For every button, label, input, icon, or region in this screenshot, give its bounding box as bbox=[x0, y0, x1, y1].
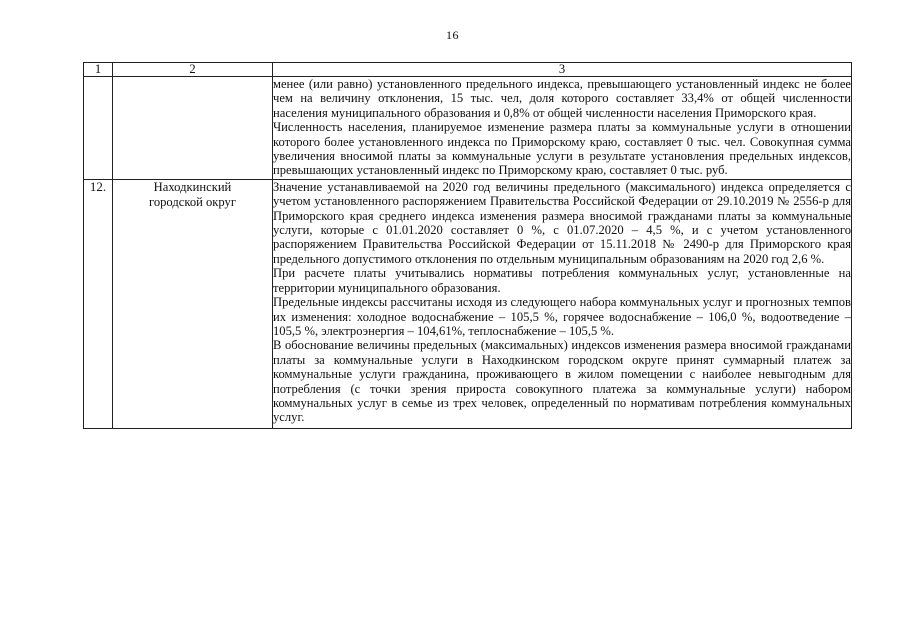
table-row bbox=[84, 179, 852, 428]
row-number-cell bbox=[84, 77, 113, 180]
table-row bbox=[84, 77, 852, 180]
municipality-name-line: городской округ bbox=[148, 194, 237, 209]
data-table bbox=[83, 62, 852, 429]
description-paragraph: Численность населения, планируемое изменение размера платы за коммунальные услуги в отношении которого более установленного индекса по Приморскому краю, составляет 0 тыс. чел. Совокупная сумма увеличения вносимой платы за коммунальные услуги в результате установления предельных индексов, превышающих установленный индекс по Приморскому краю, составляет 0 тыс. руб. bbox=[273, 120, 851, 178]
description-cell bbox=[273, 77, 852, 180]
municipality-name-cell bbox=[113, 77, 273, 180]
column-header-1: 1 bbox=[84, 63, 113, 77]
municipality-name-cell bbox=[113, 179, 273, 428]
row-number-cell: 12. bbox=[84, 179, 113, 428]
description-paragraph: Значение устанавливаемой на 2020 год величины предельного (максимального) индекса определяется с учетом установленного распоряжением Правительства Российской Федерации от 29.10.2019 № 2556-р для Приморского края среднего индекса изменения размера вносимой гражданами платы за коммунальные услуги, которые с 01.01.2020 составляет 0 %, с 01.07.2020 – 4,5 %, и с учетом установленного распоряжением Правительства Российской Федерации от 15.11.2018 № 2490-р для Приморского края предельного допустимого отклонения по отдельным муниципальным образованиям на 2020 год 2,6 %. bbox=[273, 179, 851, 266]
description-paragraph: Предельные индексы рассчитаны исходя из следующего набора коммунальных услуг и прогнозных темпов их изменения: холодное водоснабжение – 105,5 %, горячее водоснабжение – 106,0 %, водоотведение – 105,5 %, электроэнергия – 104,61%, теплоснабжение – 105,5 %. bbox=[273, 295, 851, 338]
description-paragraph: При расчете платы учитывались нормативы потребления коммунальных услуг, установленные на территории муниципального образования. bbox=[273, 266, 851, 295]
page-number: 16 bbox=[446, 28, 459, 42]
description-cell bbox=[273, 179, 852, 428]
description-paragraph: менее (или равно) установленного предельного индекса, превышающего установленный индекс не более чем на величину отклонения, 15 тыс. чел, доля которого составляет 33,4% от общей численности населения муниципального образования и 0,8% от общей численности населения Приморского края. bbox=[273, 77, 851, 120]
table-header-row bbox=[84, 63, 852, 77]
column-header-2: 2 bbox=[113, 63, 273, 77]
column-header-3: 3 bbox=[273, 63, 852, 77]
description-paragraph: В обоснование величины предельных (максимальных) индексов изменения размера вносимой гражданами платы за коммунальные услуги в Находкинском городском округе принят суммарный платеж за коммунальные услуги гражданина, проживающего в жилом помещении с наиболее невыгодным для потребления (с точки зрения прироста совокупного платежа за коммунальные услуги) набором коммунальных услуг в семье из трех человек, определенный по нормативам потребления коммунальных услуг. bbox=[273, 338, 851, 425]
municipality-name-line: Находкинский bbox=[153, 179, 232, 194]
